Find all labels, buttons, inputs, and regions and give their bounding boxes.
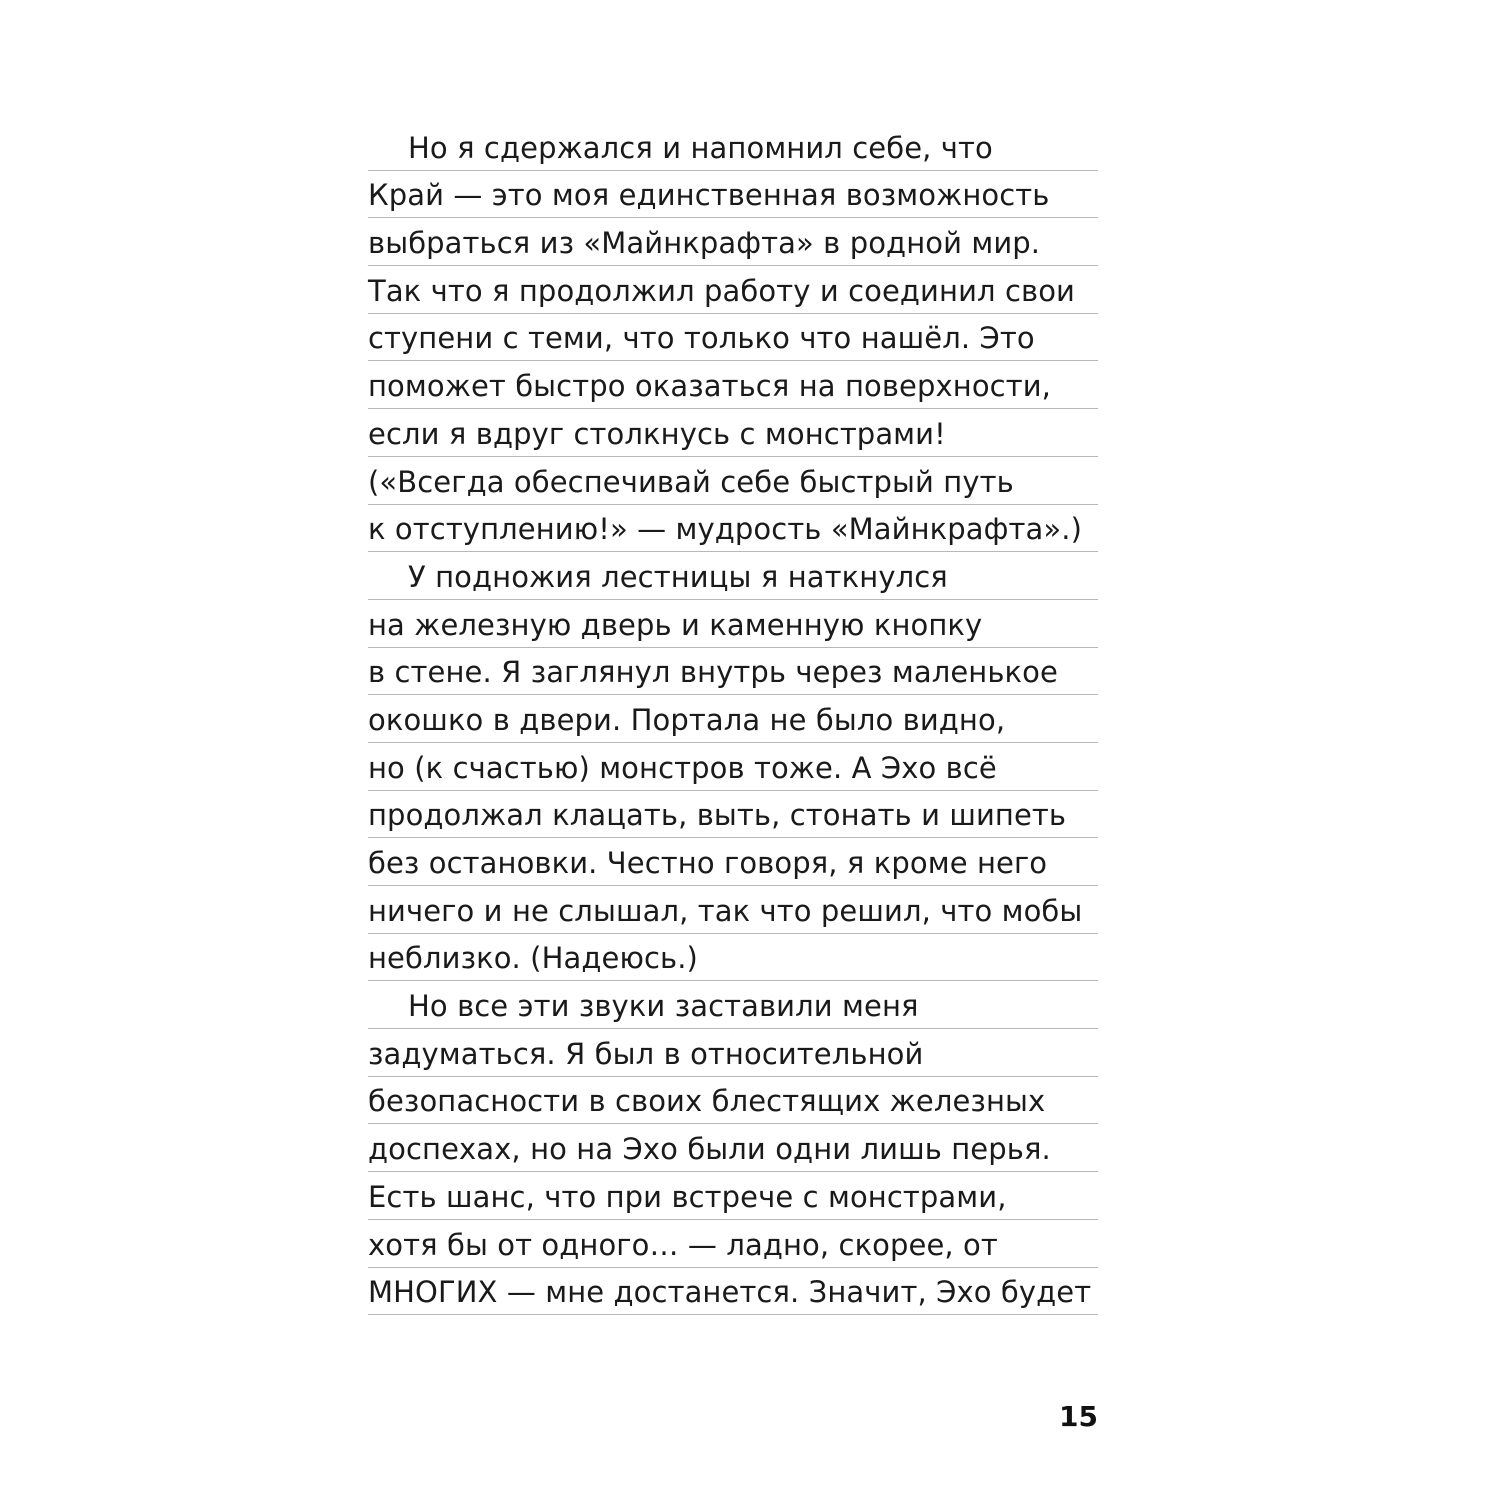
line-text: неблизко. (Надеюсь.) — [368, 941, 698, 976]
text-line — [368, 552, 1098, 600]
line-text: поможет быстро оказаться на поверхности, — [368, 369, 1051, 404]
text-line — [368, 838, 1098, 886]
text-line — [368, 600, 1098, 648]
text-line — [368, 1172, 1098, 1220]
line-text: ничего и не слышал, так что решил, что мобы — [368, 893, 1083, 928]
line-text: на железную дверь и каменную кнопку — [368, 607, 983, 642]
text-line — [368, 1220, 1098, 1268]
line-text: МНОГИХ — мне достанется. Значит, Эхо будет — [368, 1275, 1092, 1310]
text-line — [368, 171, 1098, 219]
line-text: У подножия лестницы я наткнулся — [408, 559, 948, 594]
line-text: задуматься. Я был в относительной — [368, 1036, 924, 1071]
text-line — [368, 409, 1098, 457]
text-line — [368, 886, 1098, 934]
page-number: 15 — [1059, 1400, 1098, 1433]
line-text: если я вдруг столкнусь с монстрами! — [368, 416, 946, 451]
text-line — [368, 791, 1098, 839]
line-text: доспехах, но на Эхо были одни лишь перья. — [368, 1132, 1051, 1167]
line-text: Но все эти звуки заставили меня — [408, 989, 919, 1024]
line-text: хотя бы от одного… — ладно, скорее, от — [368, 1227, 998, 1262]
line-text: Но я сдержался и напомнил себе, что — [408, 130, 993, 165]
text-line — [368, 314, 1098, 362]
text-line — [368, 648, 1098, 696]
line-text: безопасности в своих блестящих железных — [368, 1084, 1046, 1119]
text-line — [368, 123, 1098, 171]
line-text: ступени с теми, что только что нашёл. Это — [368, 321, 1035, 356]
text-line — [368, 266, 1098, 314]
text-line — [368, 981, 1098, 1029]
text-line — [368, 1029, 1098, 1077]
line-text: без остановки. Честно говоря, я кроме него — [368, 846, 1048, 880]
text-line — [368, 743, 1098, 791]
text-line — [368, 218, 1098, 266]
text-line — [368, 934, 1098, 982]
line-text: выбраться из «Майнкрафта» в родной мир. — [368, 226, 1041, 261]
text-line — [368, 457, 1098, 505]
line-text: но (к счастью) монстров тоже. А Эхо всё — [368, 750, 997, 785]
line-text: Так что я продолжил работу и соединил свои — [368, 273, 1075, 308]
line-text: в стене. Я заглянул внутрь через маленькое — [368, 655, 1058, 690]
line-text: Есть шанс, что при встрече с монстрами, — [368, 1179, 1007, 1214]
text-line — [368, 1124, 1098, 1172]
line-text: окошко в двери. Портала не было видно, — [368, 702, 1006, 737]
line-text: к отступлению!» — мудрость «Майнкрафта».) — [368, 512, 1082, 547]
text-line — [368, 505, 1098, 553]
text-line — [368, 1077, 1098, 1125]
ruled-text-block — [368, 123, 1098, 1315]
text-line — [368, 1268, 1098, 1316]
line-text: Край — это моя единственная возможность — [368, 178, 1050, 213]
line-text: («Всегда обеспечивай себе быстрый путь — [368, 464, 1014, 499]
text-line — [368, 695, 1098, 743]
text-line — [368, 361, 1098, 409]
line-text: продолжал клацать, выть, стонать и шипеть — [368, 798, 1067, 833]
